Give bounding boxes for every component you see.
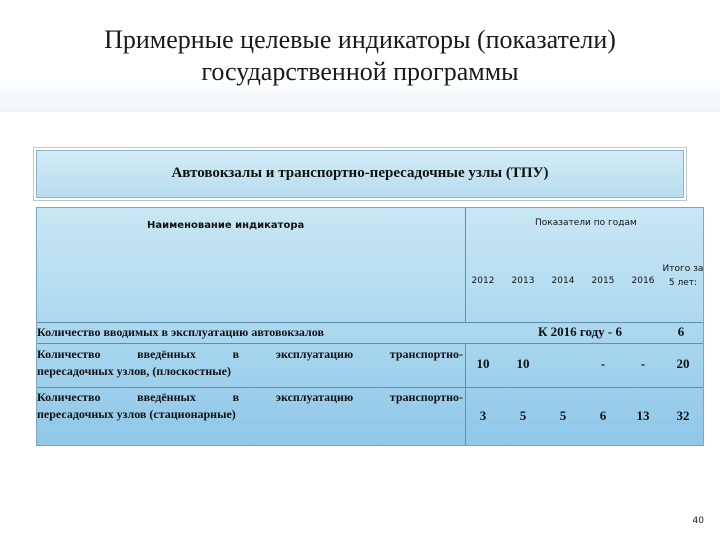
year-header: 2014	[551, 276, 575, 286]
row-3-value: 3	[479, 408, 487, 423]
row-divider	[37, 343, 703, 344]
header-years: Показатели по годам	[535, 218, 637, 228]
row-2-value: -	[640, 356, 646, 371]
row-2-name-line-1: Количество введённых в эксплуатацию транспортно-	[37, 347, 463, 361]
header-total-line-2: 5 лет:	[668, 278, 698, 288]
slide-title-line-1: Примерные целевые индикаторы (показатели)	[104, 25, 616, 54]
row-1-name: Количество вводимых в эксплуатацию автовокзалов	[37, 325, 324, 339]
slide-title	[30, 24, 690, 88]
section-label: Автовокзалы и транспортно-пересадочные узлы (ТПУ)	[171, 165, 549, 181]
row-3-name-line-1: Количество введённых в эксплуатацию транспортно-	[37, 390, 463, 404]
row-3-value: 13	[636, 408, 650, 423]
header-indicator-name: Наименование индикатора	[147, 220, 305, 231]
row-2-value: 10	[476, 356, 490, 371]
row-2-value: -	[600, 356, 606, 371]
row-1-total: 6	[677, 324, 685, 339]
indicators-table	[36, 207, 704, 446]
header-total	[661, 262, 705, 290]
row-3-total: 32	[676, 408, 690, 423]
row-divider	[37, 322, 703, 323]
col-divider	[465, 208, 466, 322]
page-number: 40	[692, 516, 704, 526]
row-2-value: 10	[516, 356, 530, 371]
row-3-value: 5	[519, 408, 527, 423]
header-total-line-1: Итого за	[662, 264, 704, 274]
slide-title-line-2: государственной программы	[201, 57, 519, 86]
year-header: 2013	[511, 276, 535, 286]
section-banner	[36, 150, 684, 198]
year-header: 2012	[471, 276, 495, 286]
row-divider	[37, 387, 703, 388]
row-2-total: 20	[676, 356, 690, 371]
row-1-note: К 2016 году - 6	[537, 324, 623, 339]
row-3-name-line-2: пересадочных узлов (стационарные)	[37, 407, 236, 421]
year-header: 2016	[631, 276, 655, 286]
year-header: 2015	[591, 276, 615, 286]
row-2-name-line-2: пересадочных узлов, (плоскостные)	[37, 364, 231, 378]
row-3-value: 6	[599, 408, 607, 423]
row-3-value: 5	[559, 408, 567, 423]
